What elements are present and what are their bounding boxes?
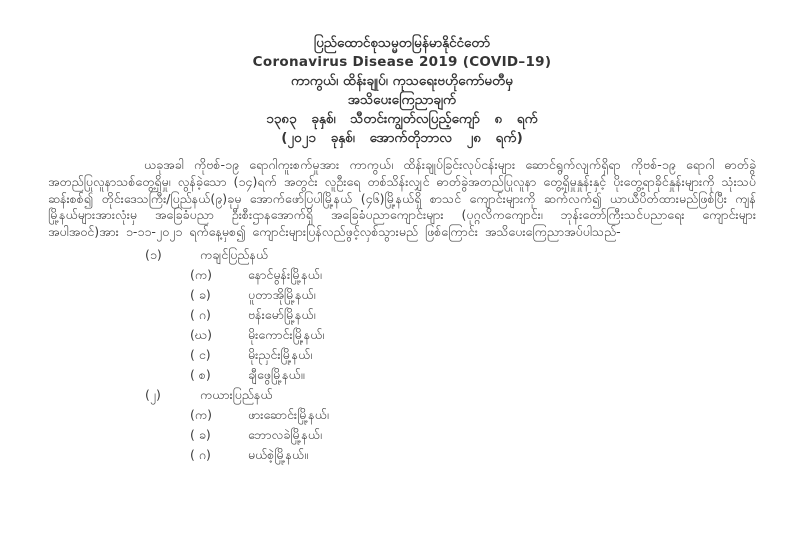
section-row-kayah: [48, 385, 756, 405]
township-label: ( ဂ): [190, 446, 211, 462]
township-name: ဖားဆောင်းမြို့နယ်၊: [248, 406, 329, 422]
township-name: ပူတာအိုမြို့နယ်၊: [248, 286, 316, 302]
header-gregorian-date: (၂၀၂၁ ခုနှစ်၊ အောက်တိုဘာလ ၂၈ ရက်): [281, 130, 523, 146]
township-name: မယ်စဲ့မြို့နယ်။: [248, 446, 308, 462]
township-row: [48, 425, 756, 445]
section-title: ကချင်ပြည်နယ်: [200, 246, 269, 262]
township-name: ဗန်းမော်မြို့နယ်၊: [248, 306, 316, 322]
township-row: [48, 305, 756, 325]
body-paragraph: ယခုအခါ ကိုဗစ်-၁၉ ရောဂါကူးစက်မှုအား ကာကွယ်၊ ထိန်းချုပ်ခြင်းလုပ်ငန်းများ ဆောင်ရွက်လျက်ရှိရာ ကိုဗစ်-၁၉ ရောဂါ ဓာတ်ခွဲအတည်ပြုလူနာသစ်တွေ့ရှိမှု၊ လွန်ခဲ့သော (၁၄)ရက် အတွင်း လူဦးရေ တစ်သိန်းလျှင် ဓာတ်ခွဲအတည်ပြုလူနာ တွေ့ရှိမှုနှုန်းနှင့် ပိုးတွေ့ရာခိုင်နှုန်းများကို သုံးသပ်ဆန်းစစ်၍ တိုင်းဒေသကြီး/ပြည်နယ်(၉)ခုမှ အောက်ဖော်ပြပါမြို့နယ် (၄၆)မြို့နယ်ရှိ စာသင် ကျောင်းများကို ဆက်လက်၍ ယာယီပိတ်ထားမည်ဖြစ်ပြီး ကျန်မြို့နယ်များအားလုံးမှ အခြေခံပညာ ဦးစီးဌာနအောက်ရှိ အခြေခံပညာကျောင်းများ (ပုဂ္ဂလိကကျောင်း၊ ဘုန်းတော်ကြီးသင်ပညာရေး ကျောင်းများအပါအဝင်)အား ၁-၁၁-၂၀၂၁ ရက်နေ့မှစ၍ ကျောင်းများပြန်လည်ဖွင့်လှစ်သွားမည် ဖြစ်ကြောင်း အသိပေးကြေညာအပ်ပါသည်-: [48, 157, 756, 240]
township-label: (ဃ): [190, 326, 212, 342]
township-label: ( စ): [190, 366, 211, 382]
township-name: ချီဖွေမြို့နယ်။: [248, 366, 305, 382]
township-row: [48, 405, 756, 425]
section-number: (၁): [145, 246, 162, 262]
document-header: [48, 34, 756, 148]
township-name: မိုးကောင်းမြို့နယ်၊: [248, 326, 325, 342]
township-list: [48, 245, 756, 465]
township-row: [48, 325, 756, 345]
section-number: (၂): [145, 386, 161, 402]
header-committee-line: ကာကွယ်၊ ထိန်းချုပ်၊ ကုသရေးဗဟိုကော်မတီမှ: [291, 73, 513, 89]
township-row: [48, 285, 756, 305]
township-row: [48, 265, 756, 285]
township-label: ( ခ): [190, 286, 211, 302]
township-label: ( င): [190, 346, 211, 362]
township-row: [48, 345, 756, 365]
township-label: ( ခ): [190, 426, 211, 442]
township-name: မိုးညှင်းမြို့နယ်၊: [248, 346, 313, 362]
township-row: [48, 365, 756, 385]
township-label: (က): [190, 266, 212, 282]
township-name: နောင်မွန်းမြို့နယ်၊: [248, 266, 322, 282]
township-name: ဘောလခဲမြို့နယ်၊: [248, 426, 322, 442]
township-row: [48, 445, 756, 465]
header-disease-line: Coronavirus Disease 2019 (COVID–19): [252, 54, 552, 70]
section-title: ကယားပြည်နယ်: [200, 386, 273, 402]
header-announcement-title: အသိပေးကြေညာချက်: [347, 92, 457, 108]
township-label: ( ဂ): [190, 306, 211, 322]
header-country-line: ပြည်ထောင်စုသမ္မတမြန်မာနိုင်ငံတော်: [313, 35, 491, 51]
section-row-kachin: [48, 245, 756, 265]
header-myanmar-date: ၁၃၈၃ ခုနှစ်၊ သီတင်းကျွတ်လပြည့်ကျော် ၈ ရက်: [266, 111, 538, 127]
township-label: (က): [190, 406, 212, 422]
